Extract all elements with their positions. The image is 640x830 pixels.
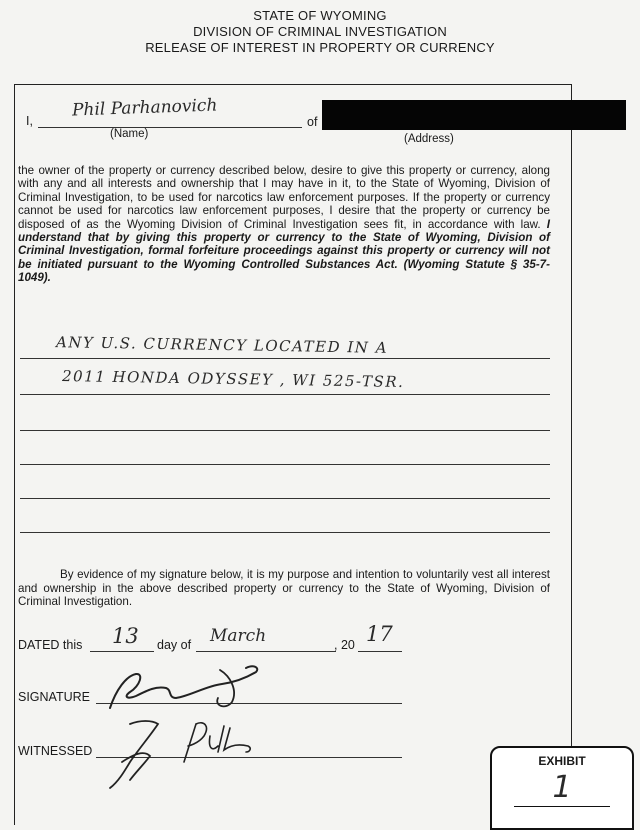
witness-signature-icon xyxy=(100,706,300,796)
name-label: (Name) xyxy=(110,128,149,140)
dated-month-line xyxy=(196,651,336,652)
property-description-line-2: 2011 HONDA ODYSSEY , WI 525-TSR. xyxy=(61,367,405,391)
exhibit-underline xyxy=(514,806,610,807)
witnessed-label: WITNESSED xyxy=(18,744,93,758)
of-label: of xyxy=(307,115,318,129)
exhibit-number: 1 xyxy=(552,770,572,805)
property-description-line-1: ANY U.S. CURRENCY LOCATED IN A xyxy=(55,333,389,357)
header-division: DIVISION OF CRIMINAL INVESTIGATION xyxy=(193,24,447,39)
year-prefix: , 20 xyxy=(334,638,355,652)
property-line-4 xyxy=(20,464,550,465)
dated-month-handwritten: March xyxy=(210,626,267,646)
release-text-emphasis: I understand that by giving this property or currency to the State of Wyoming, Division of Criminal Investigation, formal forfeiture proceedings against this property or currency will not be initiated pursuant to the Wyoming Controlled Substances Act. (Wyoming Statute § 35-7-1049). xyxy=(18,217,550,285)
dated-label: DATED this xyxy=(18,638,83,652)
address-redaction xyxy=(322,100,626,130)
property-line-5 xyxy=(20,498,550,499)
header-title: RELEASE OF INTEREST IN PROPERTY OR CURRENCY xyxy=(145,40,495,55)
property-line-6 xyxy=(20,532,550,533)
day-of-label: day of xyxy=(157,638,192,652)
header-state: STATE OF WYOMING xyxy=(253,8,387,23)
address-label: (Address) xyxy=(404,133,454,145)
property-line-2 xyxy=(20,394,550,395)
property-line-3 xyxy=(20,430,550,431)
owner-prefix: I, xyxy=(26,114,33,128)
signature-label: SIGNATURE xyxy=(18,690,90,704)
dated-day-handwritten: 13 xyxy=(112,624,139,648)
dated-day-line xyxy=(90,651,154,652)
document-header xyxy=(0,8,640,56)
property-line-1 xyxy=(20,358,550,359)
voluntary-statement: By evidence of my signature below, it is my purpose and intention to voluntarily vest all interest and ownership in the above described property or currency to the State of Wyoming, Division of Criminal Investigation. xyxy=(18,568,550,609)
dated-year-handwritten: 17 xyxy=(366,622,393,646)
release-statement xyxy=(18,164,550,285)
exhibit-sticker xyxy=(490,746,634,830)
exhibit-title: EXHIBIT xyxy=(538,754,586,768)
name-line xyxy=(38,127,302,128)
release-text: the owner of the property or currency described below, desire to give this property or currency, along with any and all interests and ownership that I may have in it, to the State of Wyoming, Division of Criminal Investigation, to be used for narcotics law enforcement purposes. If the property or currency cannot be used for narcotics law enforcement purposes, I desire that the property or currency be disposed of as the Wyoming Division of Criminal Investigation sees fit, in accordance with law. xyxy=(18,164,550,231)
owner-name-handwritten: Phil Parhanovich xyxy=(71,95,218,121)
dated-year-line xyxy=(358,651,402,652)
